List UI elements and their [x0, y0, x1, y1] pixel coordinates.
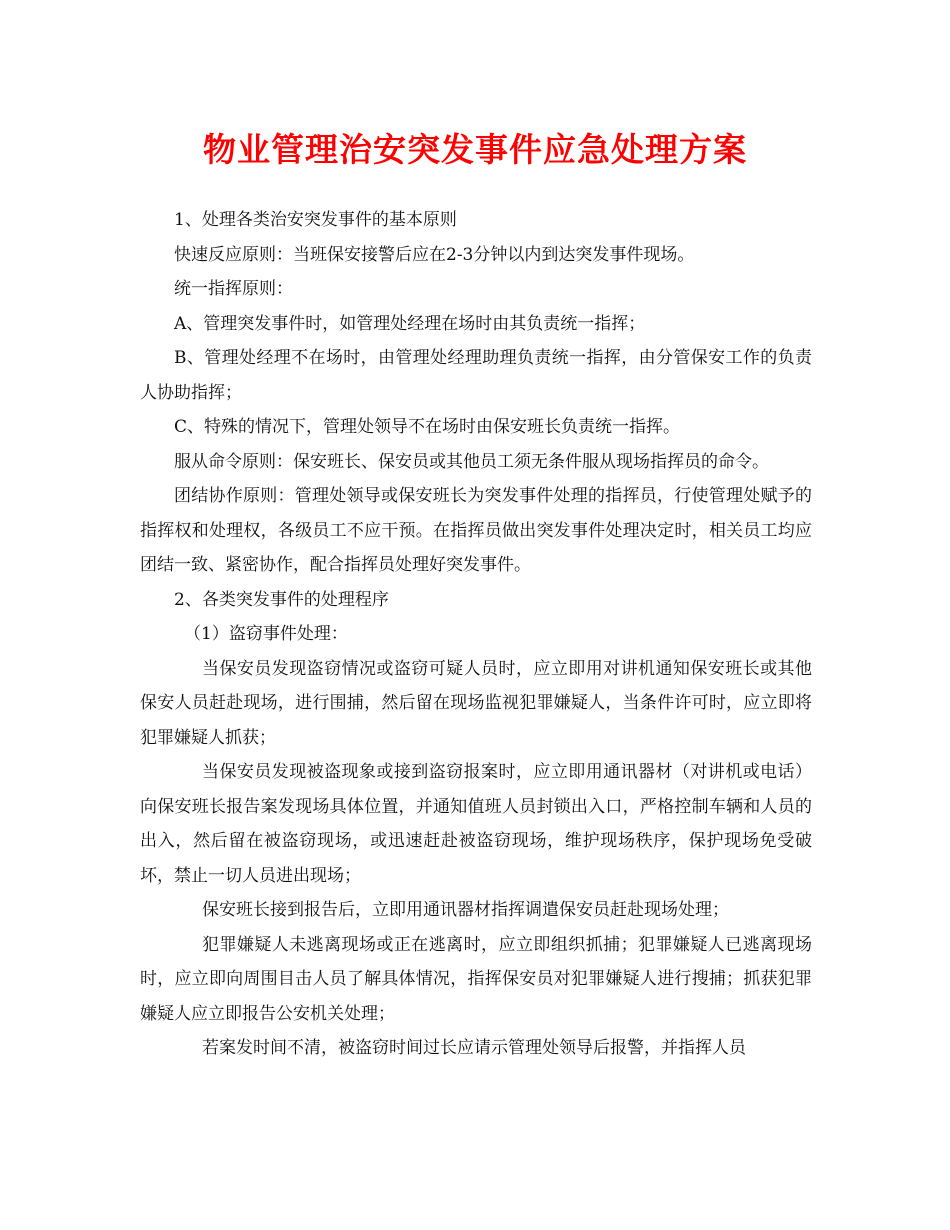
- paragraph-principles-heading: 1、处理各类治安突发事件的基本原则: [174, 210, 457, 230]
- paragraph-theft-discovery: 当保安员发现盗窃情况或盗窃可疑人员时，应立即用对讲机通知保安班长或其他保安人员赶赴现场，进行围捕，然后留在现场监视犯罪嫌疑人，当条件许可时，应立即将犯罪嫌疑人抓获；: [140, 658, 812, 748]
- paragraph-suspect-capture: 犯罪嫌疑人未逃离现场或正在逃离时，应立即组织抓捕；犯罪嫌疑人已逃离现场时，应立即向周围目击人员了解具体情况，指挥保安员对犯罪嫌疑人进行搜捕；抓获犯罪嫌疑人应立即报告公安机关处理；: [140, 934, 812, 1024]
- document-title: 物业管理治安突发事件应急处理方案: [203, 130, 747, 169]
- paragraph-item-c: C、特殊的情况下，管理处领导不在场时由保安班长负责统一指挥。: [174, 417, 681, 437]
- paragraph-obey-orders: 服从命令原则：保安班长、保安员或其他员工须无条件服从现场指挥员的命令。: [174, 451, 769, 472]
- paragraph-item-b: B、管理处经理不在场时，由管理处经理助理负责统一指挥，由分管保安工作的负责人协助指挥；: [140, 348, 812, 403]
- paragraph-squad-leader: 保安班长接到报告后，立即用通讯器材指挥调遣保安员赶赴现场处理；: [202, 900, 729, 920]
- paragraph-theft-heading: （1）盗窃事件处理：: [184, 624, 348, 644]
- paragraph-theft-report: 当保安员发现被盗现象或接到盗窃报案时，应立即用通讯器材（对讲机或电话）向保安班长报告案发现场具体位置，并通知值班人员封锁出入口，严格控制车辆和人员的出入，然后留在被盗窃现场，或迅速赶赴被盗窃现场，维护现场秩序，保护现场免受破坏，禁止一切人员进出现场；: [140, 762, 812, 886]
- paragraph-item-a: A、管理突发事件时，如管理处经理在场时由其负责统一指挥；: [174, 313, 646, 334]
- paragraph-procedures-heading: 2、各类突发事件的处理程序: [174, 589, 389, 610]
- paragraph-unclear-time: 若案发时间不清，被盗窃时间过长应请示管理处领导后报警，并指挥人员: [202, 1038, 746, 1058]
- document-body: [140, 203, 812, 1066]
- paragraph-unified-command: 统一指挥原则：: [174, 279, 293, 299]
- paragraph-quick-response: 快速反应原则：当班保安接警后应在2-3分钟以内到达突发事件现场。: [174, 244, 695, 265]
- paragraph-teamwork: 团结协作原则：管理处领导或保安班长为突发事件处理的指挥员，行使管理处赋予的指挥权和处理权，各级员工不应干预。在指挥员做出突发事件处理决定时，相关员工均应团结一致、紧密协作，配合指挥员处理好突发事件。: [140, 486, 812, 575]
